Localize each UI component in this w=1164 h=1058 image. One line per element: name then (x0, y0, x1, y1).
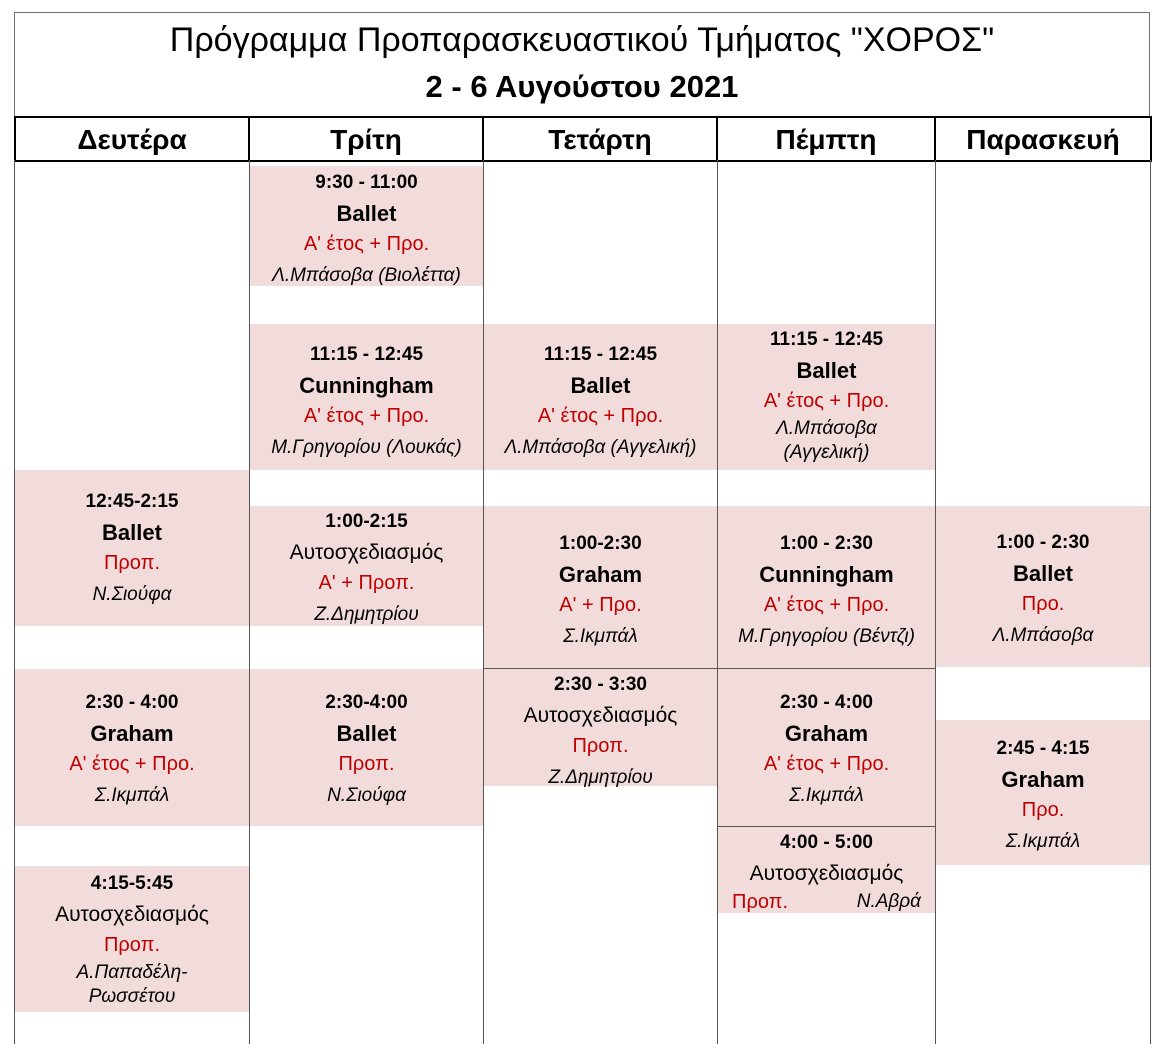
class-block (250, 166, 483, 286)
class-time: 2:30 - 4:00 (85, 692, 179, 713)
class-group: Α' έτος + Προ. (763, 753, 890, 775)
class-time: 2:45 - 4:15 (996, 738, 1090, 759)
class-time: 11:15 - 12:45 (769, 329, 884, 350)
class-teacher: Μ.Γρηγορίου (Λουκάς) (271, 437, 462, 458)
class-group: Α' έτος + Προ. (537, 405, 664, 427)
class-block (718, 506, 935, 668)
class-time: 2:30 - 3:30 (554, 674, 647, 695)
class-group: Προπ. (338, 753, 395, 775)
class-teacher: Λ.Μπάσοβα (Αγγελική) (504, 437, 697, 458)
class-course: Ballet (336, 201, 397, 226)
class-course: Graham (784, 721, 869, 746)
class-block (250, 324, 483, 470)
class-time: 12:45-2:15 (85, 491, 179, 512)
class-course: Cunningham (299, 373, 434, 398)
class-block (936, 506, 1150, 667)
class-block (484, 506, 717, 668)
class-teacher: Λ.Μπάσοβα (776, 418, 877, 439)
class-group: Α' + Προ. (559, 594, 642, 616)
grid-line (1150, 160, 1151, 1044)
class-teacher: Ζ.Δημητρίου (548, 767, 653, 788)
class-group: Α' έτος + Προ. (303, 233, 430, 255)
class-group: Α' έτος + Προ. (303, 405, 430, 427)
class-teacher: Ν.Σιούφα (327, 785, 406, 806)
class-time: 1:00 - 2:30 (996, 532, 1090, 553)
class-group: Προπ. (732, 891, 789, 913)
class-teacher: (Αγγελική) (783, 442, 870, 463)
class-course: Αυτοσχεδιασμός (523, 704, 678, 727)
class-group: Α' έτος + Προ. (763, 594, 890, 616)
class-course: Ballet (1013, 561, 1073, 586)
class-block (15, 866, 249, 1012)
class-block (718, 324, 935, 470)
class-group: Α' + Προπ. (318, 572, 415, 594)
class-teacher: Α.Παπαδέλη- (76, 962, 188, 983)
class-teacher: Σ.Ικμπάλ (94, 785, 170, 806)
class-time: 1:00-2:30 (559, 533, 642, 554)
class-course: Ballet (336, 721, 397, 746)
class-block (484, 324, 717, 470)
class-time: 4:00 - 5:00 (780, 832, 873, 853)
class-course: Ballet (570, 373, 631, 398)
header-tuesday: Τρίτη (248, 116, 484, 162)
header-wednesday: Τετάρτη (482, 116, 718, 162)
class-block (15, 470, 249, 626)
title-box (14, 12, 1150, 116)
class-time: 1:00 - 2:30 (780, 533, 873, 554)
class-block (936, 720, 1150, 865)
class-time: 11:15 - 12:45 (543, 344, 658, 365)
class-group: Α' έτος + Προ. (763, 390, 890, 412)
group-teacher-row (718, 889, 935, 915)
class-time: 4:15-5:45 (90, 873, 174, 894)
schedule-dates: 2 - 6 Αυγούστου 2021 (425, 69, 739, 104)
class-teacher: Σ.Ικμπάλ (563, 626, 638, 647)
class-block (718, 827, 935, 913)
class-time: 11:15 - 12:45 (309, 344, 424, 365)
class-group: Προ. (1021, 593, 1065, 615)
class-teacher: Σ.Ικμπάλ (789, 785, 864, 806)
class-course: Graham (90, 721, 174, 746)
header-friday: Παρασκευή (934, 116, 1152, 162)
class-course: Ballet (796, 358, 857, 383)
class-teacher: Ν.Σιούφα (92, 584, 172, 605)
class-course: Αυτοσχεδιασμός (749, 862, 904, 885)
class-block (718, 669, 935, 826)
class-group: Α' έτος + Προ. (69, 753, 195, 775)
class-group: Προπ. (103, 934, 160, 956)
class-block (484, 669, 717, 786)
header-monday: Δευτέρα (14, 116, 250, 162)
class-time: 2:30-4:00 (325, 692, 408, 713)
class-course: Αυτοσχεδιασμός (55, 903, 209, 926)
class-time: 2:30 - 4:00 (780, 692, 873, 713)
class-course: Αυτοσχεδιασμός (289, 541, 444, 564)
header-thursday: Πέμπτη (716, 116, 936, 162)
class-group: Προπ. (572, 735, 629, 757)
class-teacher: Ζ.Δημητρίου (314, 604, 419, 625)
class-group: Προ. (1021, 799, 1065, 821)
class-teacher: Λ.Μπάσοβα (Βιολέττα) (272, 265, 461, 286)
class-course: Cunningham (759, 562, 894, 587)
class-time: 1:00-2:15 (325, 511, 408, 532)
class-teacher: Λ.Μπάσοβα (992, 625, 1094, 646)
class-course: Ballet (102, 520, 162, 545)
schedule-title: Πρόγραμμα Προπαρασκευαστικού Τμήματος "ΧΟΡΟΣ" (169, 21, 995, 59)
class-block (250, 506, 483, 626)
class-teacher: Ρωσσέτου (88, 986, 176, 1007)
class-time: 9:30 - 11:00 (315, 172, 418, 193)
class-block (15, 669, 249, 826)
class-teacher: Μ.Γρηγορίου (Βέντζι) (738, 626, 915, 647)
class-group: Προπ. (103, 552, 160, 574)
class-teacher: Σ.Ικμπάλ (1005, 831, 1081, 852)
class-block (250, 669, 483, 826)
class-teacher: Ν.Αβρά (856, 891, 921, 912)
class-course: Graham (1001, 767, 1085, 792)
class-course: Graham (558, 562, 643, 587)
